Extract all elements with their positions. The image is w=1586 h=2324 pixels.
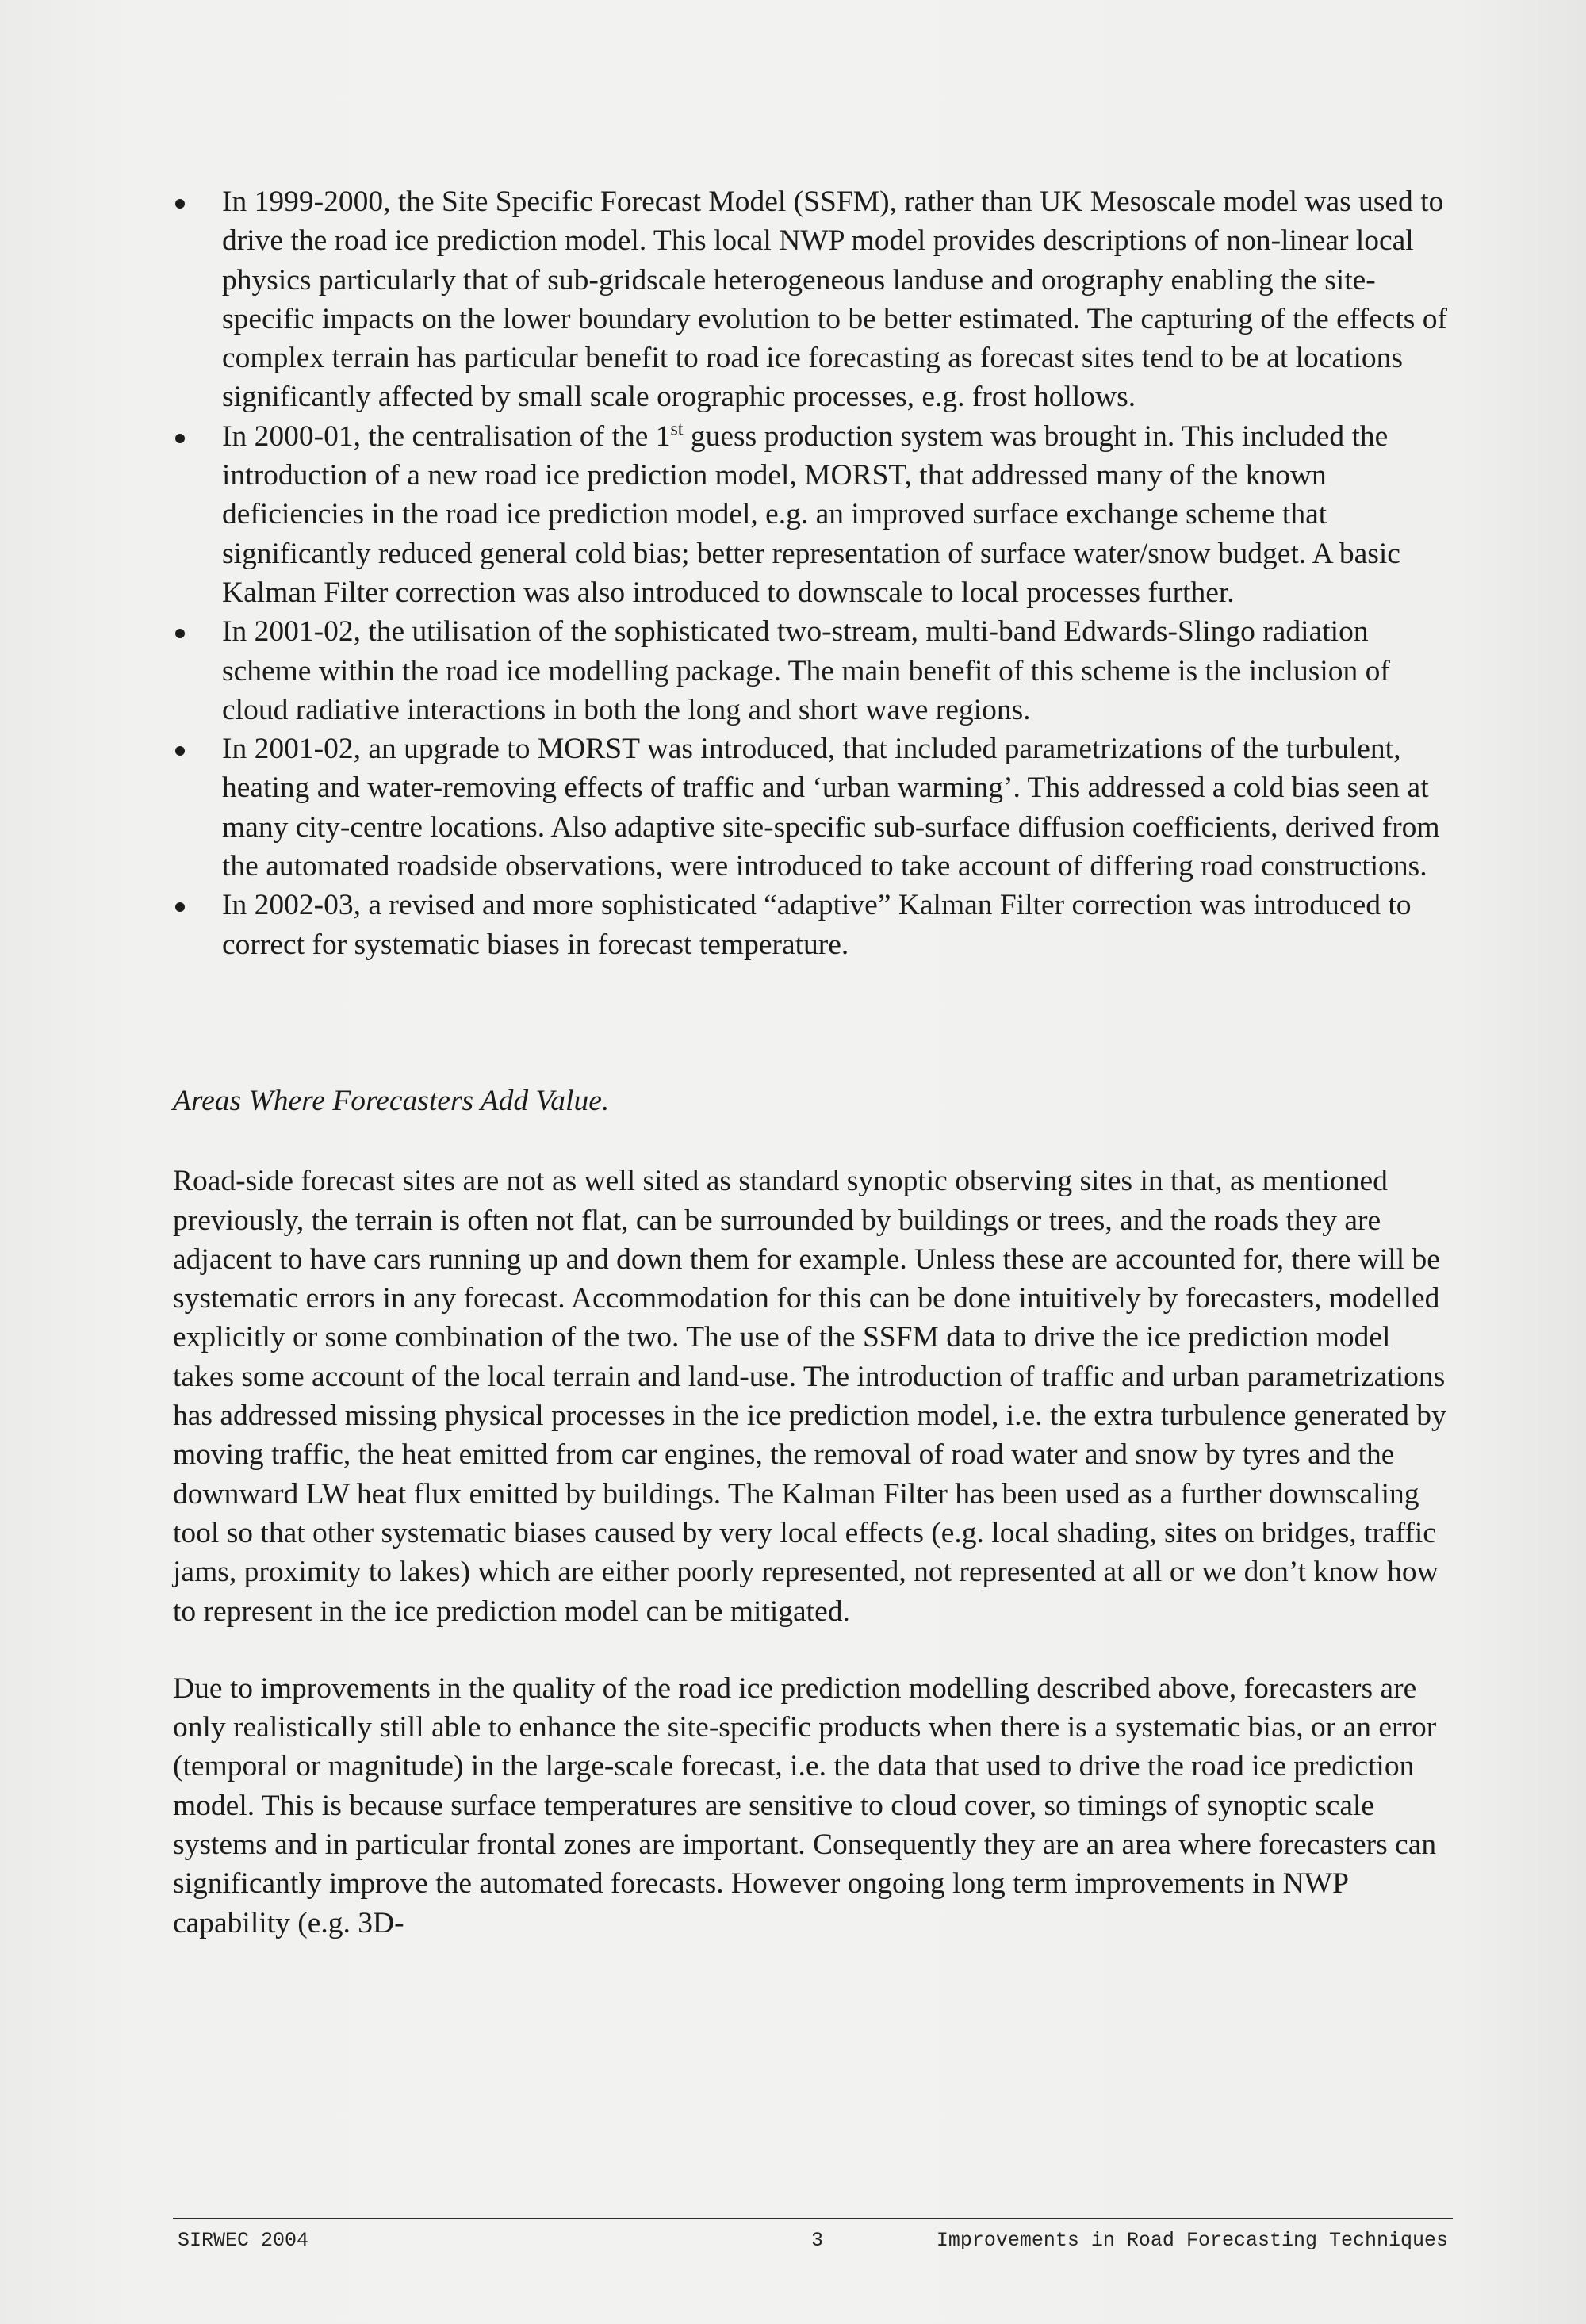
bullet-text: In 2001-02, the utilisation of the sophisticated two-stream, multi-band Edwards-Slingo radiation scheme within the road ice modelling package. The main benefit of this scheme is the inclusion of cloud radiative interactions in both the long and short wave regions. bbox=[222, 615, 1390, 726]
page-footer bbox=[173, 2229, 1453, 2261]
bullet-text-post: guess production system was brought in. This included the introduction of a new road ice prediction model, MORST, that addressed many of the known deficiencies in the road ice prediction model, e.g. an improved surface exchange scheme that significantly reduced general cold bias; better representation of surface water/snow budget. A basic Kalman Filter correction was also introduced to downscale to local processes further. bbox=[222, 419, 1400, 609]
bullet-item bbox=[173, 182, 1453, 417]
bullet-text: In 2001-02, an upgrade to MORST was introduced, that included parametrizations of the turbulent, heating and water-removing effects of traffic and ‘urban warming’. This addressed a cold bias seen at many city-centre locations. Also adaptive site-specific sub-surface diffusion coefficients, derived from the automated roadside observations, were introduced to take account of differing road constructions. bbox=[222, 733, 1440, 883]
page-content bbox=[173, 182, 1453, 1943]
footer-divider bbox=[173, 2218, 1453, 2219]
bullet-item bbox=[173, 612, 1453, 729]
section-heading: Areas Where Forecasters Add Value. bbox=[173, 1084, 610, 1117]
page-number: 3 bbox=[811, 2229, 824, 2252]
bullet-text: In 2002-03, a revised and more sophisticated “adaptive” Kalman Filter correction was introduced to correct for systematic biases in forecast temperature. bbox=[222, 889, 1412, 961]
bullet-item bbox=[173, 729, 1453, 886]
bullet-item bbox=[173, 417, 1453, 612]
bullet-text-pre: In 2000-01, the centralisation of the 1 bbox=[222, 419, 671, 453]
superscript-st: st bbox=[670, 419, 684, 440]
bullet-text: In 1999-2000, the Site Specific Forecast Model (SSFM), rather than UK Mesoscale model was used to drive the road ice prediction model. This local NWP model provides descriptions of non-linear local physics particularly that of sub-gridscale heterogeneous landuse and orography enabling the site-specific impacts on the lower boundary evolution to be better estimated. The capturing of the effects of complex terrain has particular benefit to road ice forecasting as forecast sites tend to be at locations significantly affected by small scale orographic processes, e.g. frost hollows. bbox=[222, 186, 1447, 414]
footer-conference: SIRWEC 2004 bbox=[178, 2229, 309, 2252]
body-paragraph: Road-side forecast sites are not as well sited as standard synoptic observing sites in that, as mentioned previously, the terrain is often not flat, can be surrounded by buildings or trees, and the roads they are adjacent to have cars running up and down them for example. Unless these are accounted for, there will be systematic errors in any forecast. Accommodation for this can be done intuitively by forecasters, modelled explicitly or some combination of the two. The use of the SSFM data to drive the ice prediction model takes some account of the local terrain and land-use. The introduction of traffic and urban parametrizations has addressed missing physical processes in the ice prediction model, i.e. the extra turbulence generated by moving traffic, the heat emitted from car engines, the removal of road water and snow by tyres and the downward LW heat flux emitted by buildings. The Kalman Filter has been used as a further downscaling tool so that other systematic biases caused by very local effects (e.g. local shading, sites on bridges, traffic jams, proximity to lakes) which are either poorly represented, not represented at all or we don’t know how to represent in the ice prediction model can be mitigated. bbox=[173, 1165, 1446, 1628]
history-bullet-list bbox=[173, 182, 1453, 964]
bullet-item bbox=[173, 886, 1453, 964]
body-paragraph: Due to improvements in the quality of the road ice prediction modelling described above, forecasters are only realistically still able to enhance the site-specific products when there is a systematic bias, or an error (temporal or magnitude) in the large-scale forecast, i.e. the data that used to drive the road ice prediction model. This is because surface temperatures are sensitive to cloud cover, so timings of synoptic scale systems and in particular frontal zones are important. Consequently they are an area where forecasters can significantly improve the automated forecasts. However ongoing long term improvements in NWP capability (e.g. 3D- bbox=[173, 1671, 1437, 1939]
footer-title: Improvements in Road Forecasting Techniques bbox=[936, 2229, 1448, 2252]
